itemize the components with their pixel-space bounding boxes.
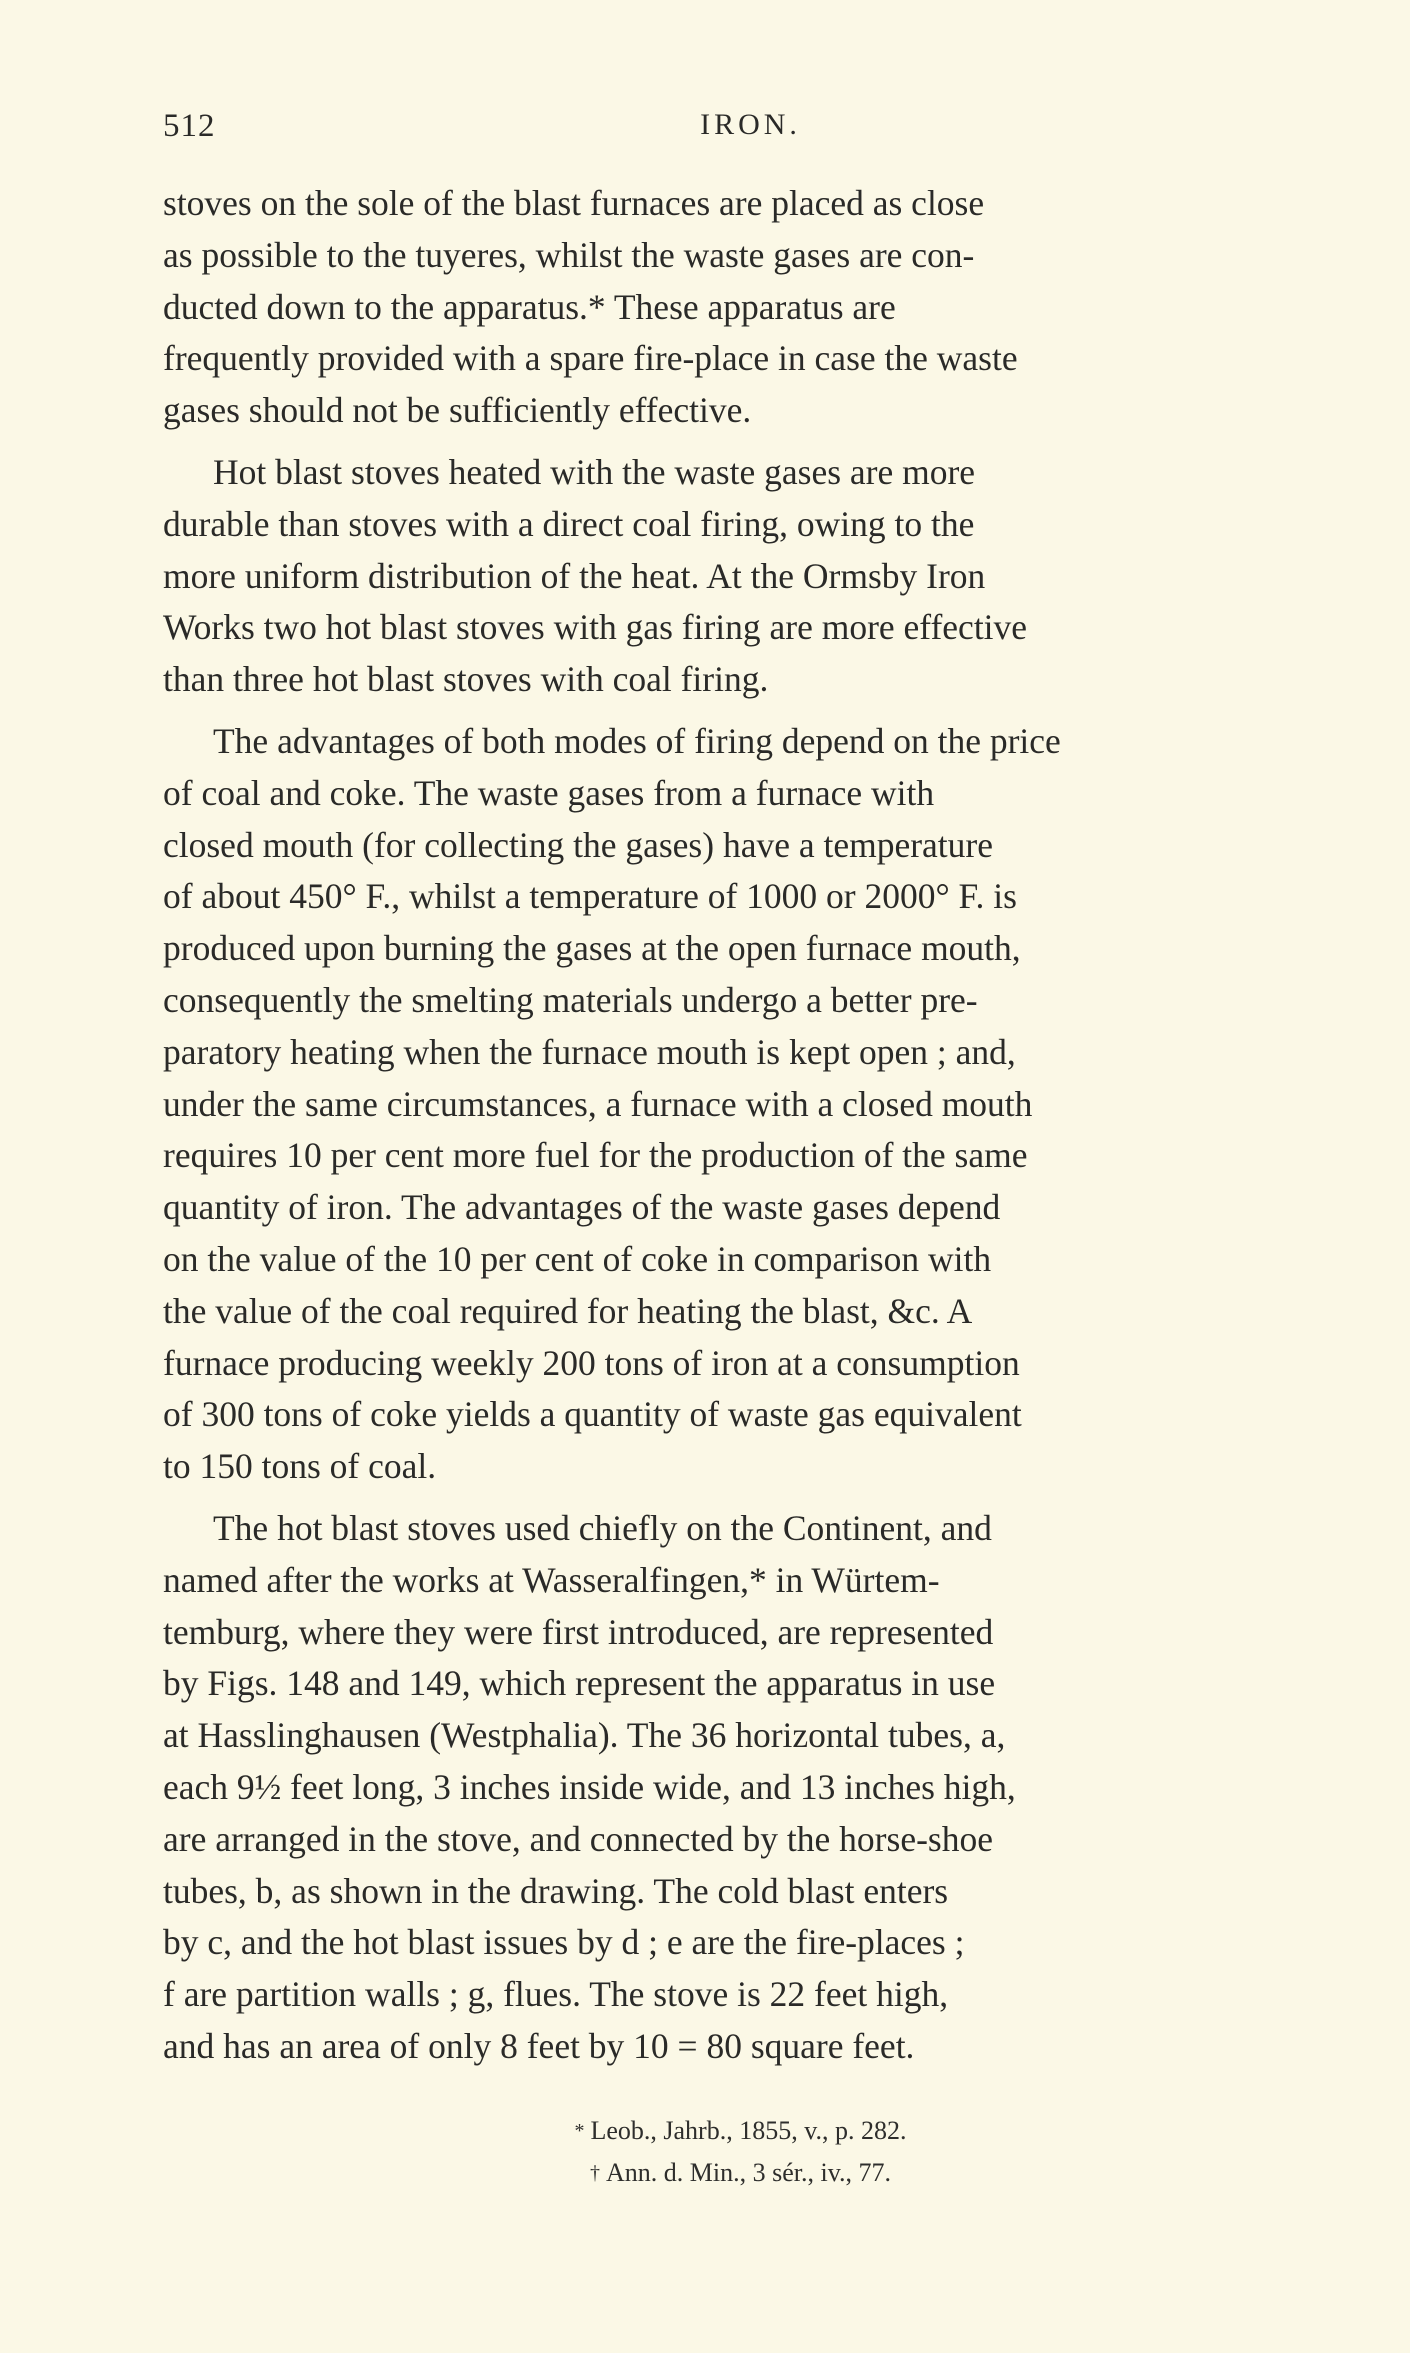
paragraph-wasseralfingen-stoves: The hot blast stoves used chiefly on the Continent, and named after the works at Wasseralfingen,* in Würtem- temburg, where they were first introduced, are represented by Figs. 148 and 149, which represent the apparatus in use at Hasslinghausen (Westphalia). The 36 horizontal tubes, a, each 9½ feet long, 3 inches inside wide, and 13 inches high, are arranged in the stove, and connected by the horse-shoe tubes, b, as shown in the drawing. The cold blast enters by c, and the hot blast issues by d ; e are the fire-places ; f are partition walls ; g, flues. The stove is 22 feet high, and has an area of only 8 feet by 10 = 80 square feet. bbox=[163, 1507, 1016, 2066]
footnote bbox=[163, 2110, 1318, 2152]
paragraph-firing-advantages: The advantages of both modes of firing depend on the price of coal and coke. The waste gases from a furnace with closed mouth (for collecting the gases) have a temperature of about 450° F., whilst a temperature of 1000 or 2000° F. is produced upon burning the gases at the open furnace mouth, consequently the smelting materials undergo a better pre- paratory heating when the furnace mouth is kept open ; and, under the same circumstances, a furnace with a closed mouth requires 10 per cent more fuel for the production of the same quantity of iron. The advantages of the waste gases depend on the value of the 10 per cent of coke in comparison with the value of the coal required for heating the blast, &c. A furnace producing weekly 200 tons of iron at a consumption of 300 tons of coke yields a quantity of waste gas equivalent to 150 tons of coal. bbox=[163, 720, 1061, 1487]
paragraph-durability: Hot blast stoves heated with the waste gases are more durable than stoves with a direct coal firing, owing to the more uniform distribution of the heat. At the Ormsby Iron Works two hot blast stoves with gas firing are more effective than three hot blast stoves with coal firing. bbox=[163, 451, 1028, 700]
page-header bbox=[163, 108, 1318, 152]
footnote-marker: * bbox=[574, 2120, 585, 2142]
footnote bbox=[163, 2152, 1318, 2194]
running-title: IRON. bbox=[700, 108, 801, 141]
footnote-text: Ann. d. Min., 3 sér., iv., 77. bbox=[605, 2158, 892, 2187]
paragraph-waste-gas-apparatus: stoves on the sole of the blast furnaces are placed as close as possible to the tuyeres, whilst the waste gases are con- ducted down to the apparatus.* These apparatus are frequently provided with a spare fire-place in case the waste gases should not be sufficiently effective. bbox=[163, 183, 1018, 431]
footnote-text: Leob., Jahrb., 1855, v., p. 282. bbox=[590, 2116, 907, 2145]
page-number: 512 bbox=[163, 108, 216, 144]
footnotes bbox=[163, 2110, 1318, 2194]
footnote-marker: † bbox=[589, 2162, 600, 2184]
body-text bbox=[163, 178, 1318, 2083]
